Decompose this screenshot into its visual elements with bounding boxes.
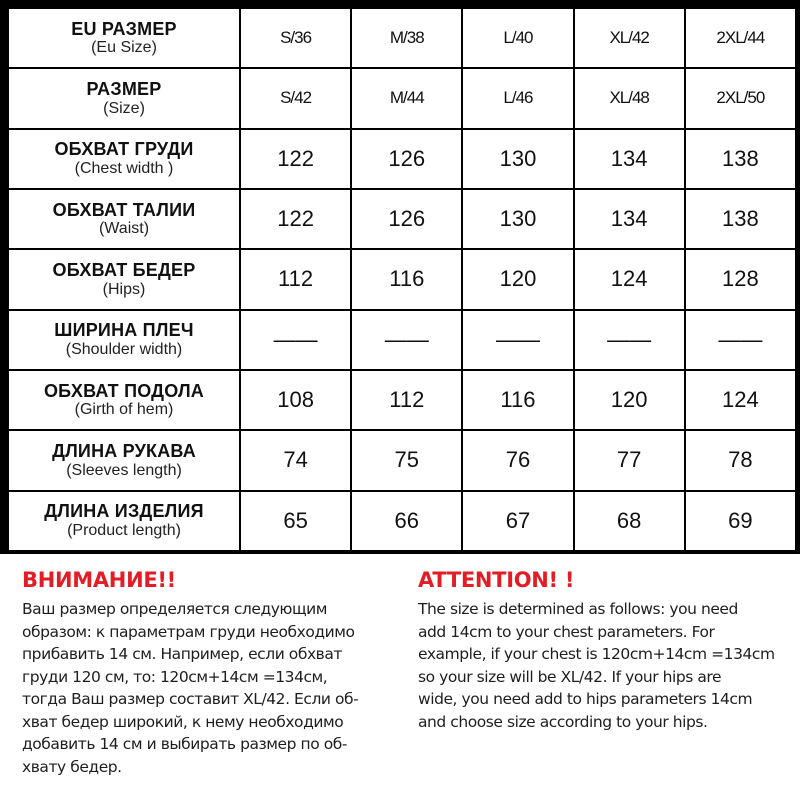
row-header: [9, 371, 239, 429]
cell-value: 124: [686, 371, 795, 429]
row-label-en: (Product length): [67, 521, 181, 539]
row-hips: [9, 250, 795, 308]
cell-value: 66: [352, 492, 461, 550]
cell-value: 68: [575, 492, 684, 550]
row-label-en: (Size): [103, 99, 145, 117]
row-header: [9, 69, 239, 127]
cell-value: 116: [463, 371, 572, 429]
attention-note-ru: [22, 568, 407, 778]
row-label-en: (Sleeves length): [66, 461, 182, 479]
row-hem-girth: [9, 371, 795, 429]
row-label-en: (Waist): [98, 220, 150, 238]
row-shoulder-width: [9, 311, 795, 369]
cell-value: L/40: [463, 9, 572, 67]
row-header: [9, 190, 239, 248]
attention-note-en: [418, 568, 800, 733]
row-waist: [9, 190, 795, 248]
row-label-en: (Girth of hem): [74, 401, 174, 419]
row-product-length: [9, 492, 795, 550]
cell-value: 77: [575, 431, 684, 489]
attention-title-ru: ВНИМАНИЕ!!: [22, 568, 176, 592]
cell-value: S/42: [241, 69, 350, 127]
size-grid-body: [9, 9, 795, 550]
row-header: [9, 492, 239, 550]
size-notes: [0, 568, 800, 800]
row-label-en: (Chest width ): [74, 159, 174, 177]
cell-value: 126: [352, 130, 461, 188]
cell-value: 116: [352, 250, 461, 308]
cell-value: 138: [686, 130, 795, 188]
cell-value: 112: [352, 371, 461, 429]
cell-value: 65: [241, 492, 350, 550]
cell-value: XL/48: [575, 69, 684, 127]
cell-value: XL/42: [575, 9, 684, 67]
cell-value: 134: [575, 190, 684, 248]
cell-value: 2XL/50: [686, 69, 795, 127]
cell-value: ——: [241, 311, 350, 369]
row-label-ru: ОБХВАТ ТАЛИИ: [52, 199, 196, 220]
cell-value: 130: [463, 190, 572, 248]
cell-value: 108: [241, 371, 350, 429]
cell-value: 112: [241, 250, 350, 308]
cell-value: L/46: [463, 69, 572, 127]
row-header: [9, 250, 239, 308]
cell-value: M/38: [352, 9, 461, 67]
row-header: [9, 9, 239, 67]
row-label-en: (Hips): [102, 280, 146, 298]
row-label-ru: ОБХВАТ ПОДОЛА: [43, 380, 204, 401]
cell-value: 69: [686, 492, 795, 550]
cell-value: M/44: [352, 69, 461, 127]
size-grid: [7, 7, 797, 552]
row-label-ru: РАЗМЕР: [86, 78, 162, 99]
cell-value: 130: [463, 130, 572, 188]
cell-value: ——: [686, 311, 795, 369]
row-eu-size: [9, 9, 795, 67]
cell-value: ——: [575, 311, 684, 369]
cell-value: 122: [241, 130, 350, 188]
cell-value: 120: [463, 250, 572, 308]
cell-value: 138: [686, 190, 795, 248]
cell-value: 120: [575, 371, 684, 429]
cell-value: 78: [686, 431, 795, 489]
cell-value: 122: [241, 190, 350, 248]
row-size: [9, 69, 795, 127]
row-sleeve-length: [9, 431, 795, 489]
cell-value: 67: [463, 492, 572, 550]
row-header: [9, 130, 239, 188]
cell-value: 74: [241, 431, 350, 489]
cell-value: ——: [463, 311, 572, 369]
cell-value: 2XL/44: [686, 9, 795, 67]
row-chest-width: [9, 130, 795, 188]
cell-value: 128: [686, 250, 795, 308]
attention-text-en: The size is determined as follows: you need add 14cm to your chest parameters. For example, if your chest is 120cm+14cm =134cm so your size will be XL/42. If your hips are wide, you need add to hips parameters 14cm and choose size according to your hips.: [418, 600, 775, 731]
row-label-ru: EU РАЗМЕР: [71, 18, 177, 39]
cell-value: 134: [575, 130, 684, 188]
row-label-ru: ДЛИНА ИЗДЕЛИЯ: [44, 501, 204, 522]
row-label-ru: ДЛИНА РУКАВА: [52, 440, 196, 461]
cell-value: 124: [575, 250, 684, 308]
row-label-en: (Eu Size): [91, 39, 157, 57]
cell-value: 76: [463, 431, 572, 489]
row-label-en: (Shoulder width): [65, 340, 183, 358]
row-label-ru: ОБХВАТ БЕДЕР: [52, 259, 196, 280]
row-header: [9, 431, 239, 489]
attention-text-ru: Ваш размер определяется следующим образом: к параметрам груди необходимо прибавить 14 см. Например, если обхват груди 120 см, то: 120см+14см =134см, тогда Ваш размер составит XL/42. Если об- хват бедер широкий, к нему необходимо добавить 14 см и выбирать размер по об- хвату бедер.: [22, 600, 359, 776]
cell-value: ——: [352, 311, 461, 369]
attention-title-en: ATTENTION! !: [418, 568, 575, 592]
row-header: [9, 311, 239, 369]
cell-value: S/36: [241, 9, 350, 67]
row-label-ru: ШИРИНА ПЛЕЧ: [54, 320, 194, 341]
cell-value: 126: [352, 190, 461, 248]
cell-value: 75: [352, 431, 461, 489]
row-label-ru: ОБХВАТ ГРУДИ: [54, 139, 194, 160]
